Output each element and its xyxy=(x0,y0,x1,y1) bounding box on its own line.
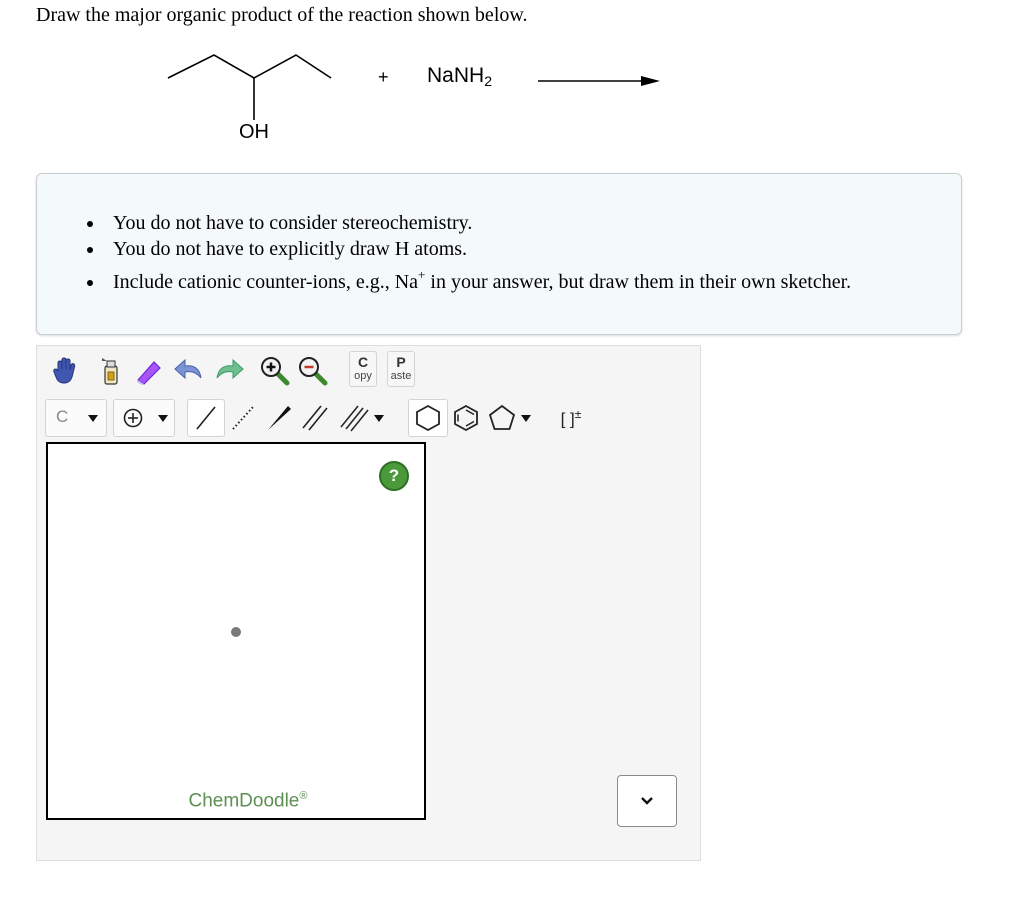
drawing-canvas[interactable] xyxy=(46,442,426,820)
clear-button[interactable] xyxy=(95,354,127,388)
hint-item: You do not have to explicitly draw H atoms. xyxy=(87,236,851,262)
cyclohexane-tool[interactable] xyxy=(408,399,448,437)
eraser-button[interactable] xyxy=(133,354,165,388)
atom-label: C xyxy=(56,407,69,426)
hint-list xyxy=(87,210,851,295)
question-prompt: Draw the major organic product of the reaction shown below. xyxy=(36,4,528,26)
atom-selector[interactable] xyxy=(45,399,107,437)
hexagon-icon xyxy=(413,403,443,433)
double-bond-icon xyxy=(300,403,330,433)
chevron-down-icon xyxy=(374,415,384,422)
chemdoodle-brand: ChemDoodle® xyxy=(188,790,308,812)
pentagon-icon xyxy=(487,403,517,433)
help-button[interactable]: ? xyxy=(379,461,409,491)
reaction-arrow-head xyxy=(641,76,660,86)
reactant-structure xyxy=(0,0,1024,160)
hint-box xyxy=(36,173,962,335)
sketcher-select-dropdown[interactable] xyxy=(617,775,677,827)
paste-button[interactable] xyxy=(387,351,415,387)
chemdoodle-sketcher xyxy=(36,345,701,861)
ring-selector[interactable] xyxy=(487,401,537,435)
spray-bottle-icon xyxy=(98,356,124,386)
benzene-icon xyxy=(451,403,481,433)
wedge-bond-tool[interactable] xyxy=(263,401,295,435)
hint-item-counter-ions: Include cationic counter-ions, e.g., Na+ in your answer, but draw them in their own sketcher. xyxy=(87,269,851,295)
chevron-down-icon xyxy=(88,415,98,422)
paste-letter: P xyxy=(396,354,406,370)
triple-bond-icon xyxy=(339,403,369,433)
undo-button[interactable] xyxy=(173,354,205,388)
benzene-tool[interactable] xyxy=(450,401,482,435)
eraser-icon xyxy=(134,356,164,386)
zoom-out-icon xyxy=(298,356,328,386)
zoom-in-button[interactable] xyxy=(259,354,291,388)
hydroxyl-label: OH xyxy=(239,121,269,143)
copy-letter: C xyxy=(357,354,369,370)
zoom-out-button[interactable] xyxy=(297,354,329,388)
undo-icon xyxy=(173,356,205,386)
hashed-bond-icon xyxy=(228,403,258,433)
charge-plus-icon xyxy=(122,407,144,429)
copy-text: opy xyxy=(354,370,372,382)
redo-icon xyxy=(213,356,245,386)
redo-button[interactable] xyxy=(213,354,245,388)
reaction-scheme xyxy=(0,0,1024,160)
chevron-down-icon xyxy=(521,415,531,422)
bracket-icon: [ ]± xyxy=(560,406,582,429)
reagent-label: NaNH$_2$ xyxy=(427,64,492,89)
canvas-center-marker xyxy=(231,627,241,637)
single-bond-icon xyxy=(191,403,221,433)
hand-tool-button[interactable] xyxy=(49,354,81,388)
hint-item: You do not have to consider stereochemistry. xyxy=(87,210,851,236)
wedge-bond-icon xyxy=(264,403,294,433)
paste-text: aste xyxy=(390,370,412,382)
single-bond-tool[interactable] xyxy=(187,399,225,437)
hashed-bond-tool[interactable] xyxy=(227,401,259,435)
triple-bond-selector[interactable] xyxy=(337,401,387,435)
copy-button[interactable] xyxy=(349,351,377,387)
zoom-in-icon xyxy=(260,356,290,386)
charge-selector[interactable] xyxy=(113,399,175,437)
chevron-down-icon xyxy=(158,415,168,422)
chevron-down-icon xyxy=(640,796,654,806)
bracket-charge-tool[interactable] xyxy=(551,401,591,435)
hand-icon xyxy=(52,357,78,385)
carbon-chain-bonds xyxy=(168,55,331,78)
double-bond-tool[interactable] xyxy=(299,401,331,435)
plus-sign: + xyxy=(378,67,389,87)
